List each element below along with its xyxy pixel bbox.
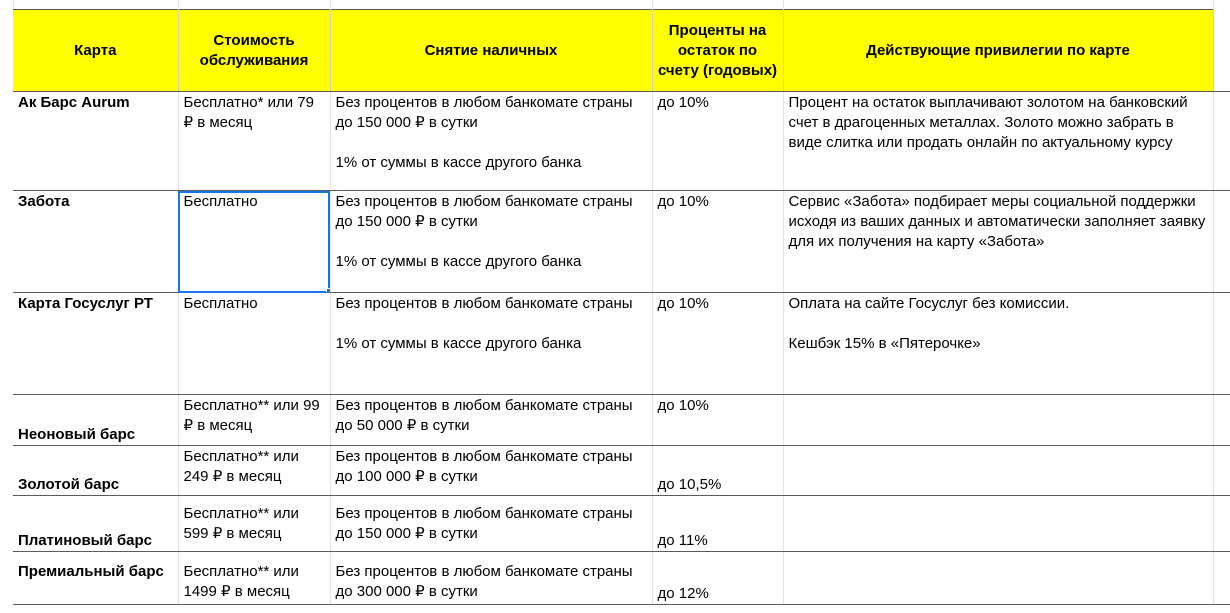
table-row: [13, 92, 1230, 191]
cell-empty[interactable]: [1213, 395, 1230, 446]
cell-empty[interactable]: [1213, 191, 1230, 293]
cell-cost-selected[interactable]: [178, 191, 330, 293]
cell-card[interactable]: Ак Барс Aurum: [13, 92, 178, 191]
cell-card[interactable]: Платиновый барс: [13, 496, 178, 552]
cell-card[interactable]: Неоновый барс: [13, 395, 178, 446]
cash-main: Без процентов в любом банкомате страны: [335, 295, 633, 312]
cell-cash[interactable]: Без процентов в любом банкомате страны до 150 000 ₽ в сутки: [330, 496, 652, 552]
cell-interest[interactable]: до 12%: [652, 552, 783, 605]
cell-cost[interactable]: Бесплатно** или 1499 ₽ в месяц: [178, 552, 330, 605]
cell-cash[interactable]: Без процентов в любом банкомате страны до 100 000 ₽ в сутки: [330, 446, 652, 496]
cell-privileges[interactable]: Процент на остаток выплачивают золотом на банковский счет в драгоценных металлах. Золото можно забрать в виде слитка или продать онлайн по актуальному курсу: [783, 92, 1213, 191]
table-row: [13, 552, 1230, 605]
cell-cash[interactable]: Без процентов в любом банкомате страны до 50 000 ₽ в сутки: [330, 395, 652, 446]
cash-main: Без процентов в любом банкомате страны до 150 000 ₽ в сутки: [335, 193, 633, 230]
cell-cost[interactable]: Бесплатно: [178, 293, 330, 395]
cell-interest[interactable]: до 10%: [652, 395, 783, 446]
header-privileges[interactable]: Действующие привилегии по карте: [783, 10, 1213, 92]
header-interest[interactable]: Проценты на остаток по счету (годовых): [652, 10, 783, 92]
cash-other-bank: 1% от суммы в кассе другого банка: [335, 253, 582, 270]
cell-card[interactable]: Премиальный барс: [13, 552, 178, 605]
cell-interest[interactable]: до 10,5%: [652, 446, 783, 496]
privileges-cashback: Кешбэк 15% в «Пятерочке»: [788, 335, 981, 352]
cash-other-bank: 1% от суммы в кассе другого банка: [335, 154, 582, 171]
header-row: [13, 10, 1230, 92]
table-row: [13, 191, 1230, 293]
cell-cost[interactable]: Бесплатно** или 99 ₽ в месяц: [178, 395, 330, 446]
privileges-main: Оплата на сайте Госуслуг без комиссии.: [788, 295, 1070, 312]
cell-card[interactable]: Карта Госуслуг РТ: [13, 293, 178, 395]
cell-privileges[interactable]: Сервис «Забота» подбирает меры социальной поддержки исходя из ваших данных и автоматически заполняет заявку для их получения на карту «Забота»: [783, 191, 1213, 293]
cell-interest[interactable]: до 11%: [652, 496, 783, 552]
cell-empty[interactable]: [1213, 446, 1230, 496]
cash-main: Без процентов в любом банкомате страны до 150 000 ₽ в сутки: [335, 94, 633, 131]
cell-empty[interactable]: [1213, 293, 1230, 395]
cell-empty[interactable]: [1213, 92, 1230, 191]
cell-interest[interactable]: до 10%: [652, 92, 783, 191]
cash-other-bank: 1% от суммы в кассе другого банка: [335, 335, 582, 352]
table-row: [13, 395, 1230, 446]
cell-card[interactable]: Золотой барс: [13, 446, 178, 496]
header-cash[interactable]: Снятие наличных: [330, 10, 652, 92]
cell-cash[interactable]: Без процентов в любом банкомате страны до 300 000 ₽ в сутки: [330, 552, 652, 605]
cell-cost[interactable]: Бесплатно** или 599 ₽ в месяц: [178, 496, 330, 552]
cell-privileges[interactable]: [783, 293, 1213, 395]
cell-privileges[interactable]: [783, 446, 1213, 496]
header-cost[interactable]: Стоимость обслуживания: [178, 10, 330, 92]
header-empty[interactable]: [1213, 10, 1230, 92]
table-row: [13, 496, 1230, 552]
cell-cash[interactable]: [330, 191, 652, 293]
cell-cash[interactable]: [330, 92, 652, 191]
cell-cost[interactable]: Бесплатно** или 249 ₽ в месяц: [178, 446, 330, 496]
fill-handle[interactable]: [326, 288, 331, 293]
cell-privileges[interactable]: [783, 496, 1213, 552]
card-comparison-table: [13, 9, 1230, 605]
cell-empty[interactable]: [1213, 496, 1230, 552]
cell-privileges[interactable]: [783, 552, 1213, 605]
cell-privileges[interactable]: [783, 395, 1213, 446]
cell-cash[interactable]: [330, 293, 652, 395]
cell-empty[interactable]: [1213, 552, 1230, 605]
header-card[interactable]: Карта: [13, 10, 178, 92]
cost-text: Бесплатно: [183, 193, 258, 210]
table-row: [13, 293, 1230, 395]
cell-interest[interactable]: до 10%: [652, 191, 783, 293]
table-row: [13, 446, 1230, 496]
cell-cost[interactable]: Бесплатно* или 79 ₽ в месяц: [178, 92, 330, 191]
cell-interest[interactable]: до 10%: [652, 293, 783, 395]
cell-card[interactable]: Забота: [13, 191, 178, 293]
